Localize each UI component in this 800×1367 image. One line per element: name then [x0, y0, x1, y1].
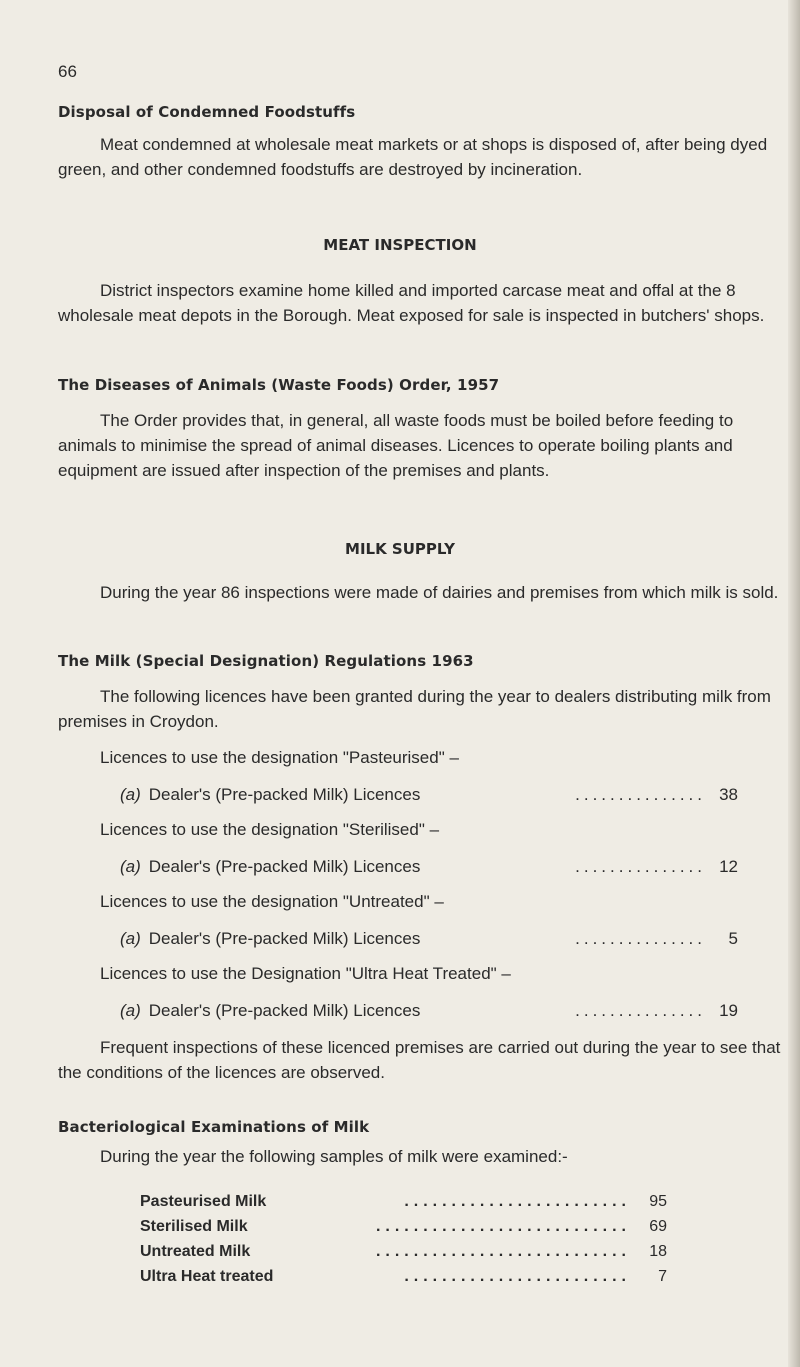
sample-count: 18: [649, 1243, 667, 1260]
page-number: 66: [58, 62, 77, 81]
dot-leader: ...........................: [375, 1243, 631, 1260]
meat-inspection-heading: MEAT INSPECTION: [323, 236, 477, 254]
licence-count: 5: [728, 929, 738, 948]
licence-count: 38: [719, 785, 738, 804]
licence-marker: (a): [120, 785, 141, 804]
licence-marker: (a): [120, 1001, 141, 1020]
licence-intro-pasteurised: Licences to use the designation "Pasteurised" –: [100, 748, 459, 767]
regulations-paragraph: The following licences have been granted during the year to dealers distributing milk from premises in Croydon.: [58, 687, 771, 731]
licence-row-pasteurised: [120, 785, 738, 805]
dot-leader: ...............: [575, 857, 706, 876]
licence-label: Dealer's (Pre-packed Milk) Licences: [148, 1001, 421, 1020]
licence-marker: (a): [120, 857, 141, 876]
sample-count: 7: [658, 1268, 667, 1285]
dot-leader: ...............: [575, 929, 706, 948]
bacteriological-intro: During the year the following samples of milk were examined:-: [100, 1147, 568, 1166]
sample-label: Sterilised Milk: [140, 1218, 248, 1235]
licence-row-sterilised: [120, 857, 738, 877]
page-edge: [788, 0, 800, 1367]
milk-supply-paragraph: During the year 86 inspections were made of dairies and premises from which milk is sold.: [100, 583, 779, 602]
sample-label: Ultra Heat treated: [140, 1268, 274, 1285]
licence-label: Dealer's (Pre-packed Milk) Licences: [148, 929, 421, 948]
licence-intro-untreated: Licences to use the designation "Untreated" –: [100, 892, 444, 911]
diseases-order-heading: The Diseases of Animals (Waste Foods) Order, 1957: [58, 376, 500, 394]
disposal-paragraph: Meat condemned at wholesale meat markets or at shops is disposed of, after being dyed green, and other condemned foodstuffs are destroyed by incineration.: [58, 135, 768, 179]
meat-inspection-paragraph: District inspectors examine home killed and imported carcase meat and offal at the 8 wholesale meat depots in the Borough. Meat exposed for sale is inspected in butchers' shops.: [58, 281, 765, 325]
bacteriological-heading: Bacteriological Examinations of Milk: [58, 1118, 370, 1136]
dot-leader: ...............: [575, 785, 706, 804]
regulations-heading: The Milk (Special Designation) Regulations 1963: [58, 652, 474, 670]
sample-row-pasteurised: [140, 1193, 667, 1211]
diseases-order-paragraph: The Order provides that, in general, all waste foods must be boiled before feeding to animals to minimise the spread of animal diseases. Licences to operate boiling plants and equipment are issued after inspection of the premises and plants.: [58, 411, 734, 480]
licence-count: 12: [719, 857, 738, 876]
sample-count: 95: [649, 1193, 667, 1210]
sample-row-uht: [140, 1268, 667, 1286]
licence-row-untreated: [120, 929, 738, 949]
licence-row-uht: [120, 1001, 738, 1021]
sample-count: 69: [649, 1218, 667, 1235]
dot-leader: ........................: [404, 1193, 631, 1210]
sample-label: Untreated Milk: [140, 1243, 251, 1260]
licence-label: Dealer's (Pre-packed Milk) Licences: [148, 785, 421, 804]
licence-marker: (a): [120, 929, 141, 948]
milk-supply-heading: MILK SUPPLY: [345, 540, 455, 558]
licence-intro-uht: Licences to use the Designation "Ultra Heat Treated" –: [100, 964, 511, 983]
dot-leader: ...........................: [375, 1218, 631, 1235]
inspections-closing-paragraph: Frequent inspections of these licenced premises are carried out during the year to see that the conditions of the licences are observed.: [58, 1038, 781, 1082]
sample-row-sterilised: [140, 1218, 667, 1236]
licence-count: 19: [719, 1001, 738, 1020]
licence-label: Dealer's (Pre-packed Milk) Licences: [148, 857, 421, 876]
dot-leader: ........................: [404, 1268, 631, 1285]
sample-label: Pasteurised Milk: [140, 1193, 267, 1210]
disposal-heading: Disposal of Condemned Foodstuffs: [58, 103, 356, 121]
dot-leader: ...............: [575, 1001, 706, 1020]
sample-row-untreated: [140, 1243, 667, 1261]
licence-intro-sterilised: Licences to use the designation "Sterilised" –: [100, 820, 440, 839]
